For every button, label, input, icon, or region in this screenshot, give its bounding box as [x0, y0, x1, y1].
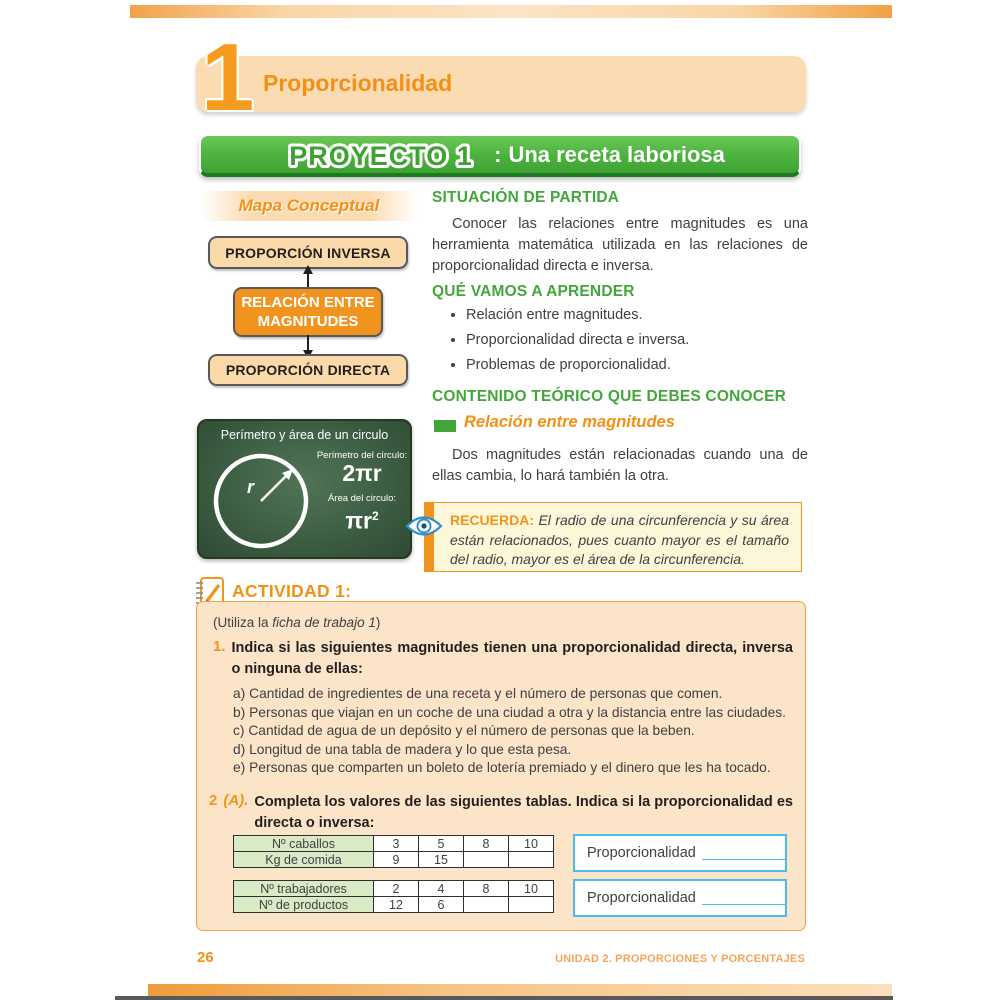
concept-box-proporcion-directa: PROPORCIÓN DIRECTA: [208, 354, 408, 386]
list-item: e) Personas que comparten un boleto de lotería premiado y el dinero que les ha tocado.: [233, 760, 771, 776]
recuerda-text: [434, 503, 801, 571]
answer-blank-line[interactable]: [702, 892, 785, 905]
concept-map-header: [200, 191, 418, 221]
project-label-bubble: [275, 136, 487, 174]
question-2-text: Completa los valores de las siguientes tablas. Indica si la proporcionalidad es directa o inversa:: [254, 794, 793, 831]
footer-unit-label: UNIDAD 2. PROPORCIONES Y PORCENTAJES: [555, 953, 805, 965]
answer-blank-line[interactable]: [702, 847, 785, 860]
cell-blank[interactable]: [464, 852, 509, 868]
cell: 12: [374, 897, 419, 913]
cell: 6: [419, 897, 464, 913]
perimeter-formula: 2πr: [342, 460, 382, 486]
table-caballos: [233, 835, 554, 868]
area-formula-base: πr: [345, 507, 372, 534]
question-1: [213, 638, 793, 680]
eye-icon: [404, 512, 444, 540]
bottom-dark-bar: [115, 996, 893, 1000]
answer-label: Proporcionalidad: [587, 890, 696, 906]
subsection-paragraph: Dos magnitudes están relacionadas cuando una de ellas cambia, lo hará también la otra.: [432, 447, 808, 484]
recuerda-callout: [424, 502, 802, 572]
unit-title: Proporcionalidad: [263, 70, 453, 96]
situacion-paragraph: Conocer las relaciones entre magnitudes es una herramienta matemática utilizada en las relaciones de proporcionalidad directa e inversa.: [432, 216, 808, 274]
question-2-number: 2: [209, 792, 218, 809]
cell: 3: [374, 836, 419, 852]
radius-label: r: [247, 477, 255, 497]
list-item: a) Cantidad de ingredientes de una receta y el número de personas que comen.: [233, 686, 723, 701]
table-row: [234, 852, 554, 868]
list-item: • Proporcionalidad directa e inversa.: [466, 332, 689, 348]
question-1-number: 1.: [213, 638, 226, 655]
table-row: [234, 881, 554, 897]
bottom-trim-bar: [148, 984, 892, 996]
concept-center-line1: RELACIÓN ENTRE: [241, 294, 375, 311]
recuerda-body: El radio de una circunferencia y su área están relacionados, pues cuanto mayor es el tamaño del radio, mayor es el área de la circunferencia.: [450, 512, 789, 567]
cell: 5: [419, 836, 464, 852]
concept-center-line2: MAGNITUDES: [257, 313, 359, 330]
list-item: • Problemas de proporcionalidad.: [466, 357, 689, 373]
project-banner: [199, 134, 801, 177]
cell: 8: [464, 881, 509, 897]
area-label: Área del circulo:: [327, 493, 397, 504]
chalkboard-illustration: [197, 419, 412, 559]
project-separator: :: [494, 141, 502, 167]
row-label: Nº trabajadores: [234, 881, 374, 897]
row-label: Kg de comida: [234, 852, 374, 868]
area-formula-exponent: 2: [371, 509, 379, 523]
project-label: PROYECTO 1: [289, 140, 473, 171]
chalkboard-title: Perímetro y área de un circulo: [220, 428, 389, 442]
cell: 15: [419, 852, 464, 868]
heading-aprender: QUÉ VAMOS A APRENDER: [432, 283, 635, 300]
note-prefix: (Utiliza la: [213, 615, 273, 630]
perimeter-label: Perímetro del círculo:: [316, 450, 408, 461]
cell-blank[interactable]: [509, 852, 554, 868]
area-formula: [315, 504, 409, 533]
note-suffix: ): [375, 615, 381, 630]
list-item: c) Cantidad de agua de un depósito y el número de personas que la beben.: [233, 723, 695, 739]
green-square-bullet: [434, 420, 456, 432]
question-2-ref: (A).: [223, 792, 249, 809]
recuerda-label: RECUERDA:: [450, 512, 534, 528]
table-row: [234, 836, 554, 852]
aprender-list: [452, 307, 689, 382]
chalkboard-formulas: [315, 450, 409, 533]
answer-box-1[interactable]: [573, 834, 787, 872]
subsection-heading: Relación entre magnitudes: [464, 413, 675, 431]
table-trabajadores: [233, 880, 554, 913]
cell-blank[interactable]: [509, 897, 554, 913]
note-worksheet-ref: ficha de trabajo 1: [272, 615, 376, 630]
cell: 4: [419, 881, 464, 897]
list-item: • Relación entre magnitudes.: [466, 307, 689, 323]
question-2: [209, 792, 793, 834]
page-number: 26: [197, 949, 214, 966]
arrow-up-icon: [300, 265, 316, 289]
unit-number: 1: [201, 24, 255, 131]
question-1-text: Indica si las siguientes magnitudes tienen una proporcionalidad directa, inversa o ninguna de ellas:: [231, 640, 793, 677]
answer-box-2[interactable]: [573, 879, 787, 917]
cell: 8: [464, 836, 509, 852]
concept-box-relacion-magnitudes: [233, 287, 383, 337]
cell: 2: [374, 881, 419, 897]
question-1-items: [233, 685, 786, 778]
activity-box: [196, 601, 806, 931]
cell: 10: [509, 881, 554, 897]
table-row: [234, 897, 554, 913]
cell-blank[interactable]: [464, 897, 509, 913]
cell: 9: [374, 852, 419, 868]
activity-heading: ACTIVIDAD 1:: [232, 581, 352, 601]
heading-situacion: SITUACIÓN DE PARTIDA: [432, 189, 620, 206]
list-item: b) Personas que viajan en un coche de una ciudad a otra y la distancia entre las ciudades.: [233, 704, 787, 720]
row-label: Nº caballos: [234, 836, 374, 852]
project-title: Una receta laboriosa: [508, 141, 725, 167]
concept-map-title: Mapa Conceptual: [238, 196, 380, 215]
heading-contenido: CONTENIDO TEÓRICO QUE DEBES CONOCER: [432, 388, 787, 405]
cell: 10: [509, 836, 554, 852]
top-trim-bar: [130, 5, 892, 18]
row-label: Nº de productos: [234, 897, 374, 913]
list-item: d) Longitud de una tabla de madera y lo que esta pesa.: [233, 741, 572, 757]
answer-label: Proporcionalidad: [587, 845, 696, 861]
concept-box-proporcion-inversa: PROPORCIÓN INVERSA: [208, 236, 408, 269]
circle-radius-diagram: [205, 445, 317, 555]
activity-note: [213, 615, 380, 630]
